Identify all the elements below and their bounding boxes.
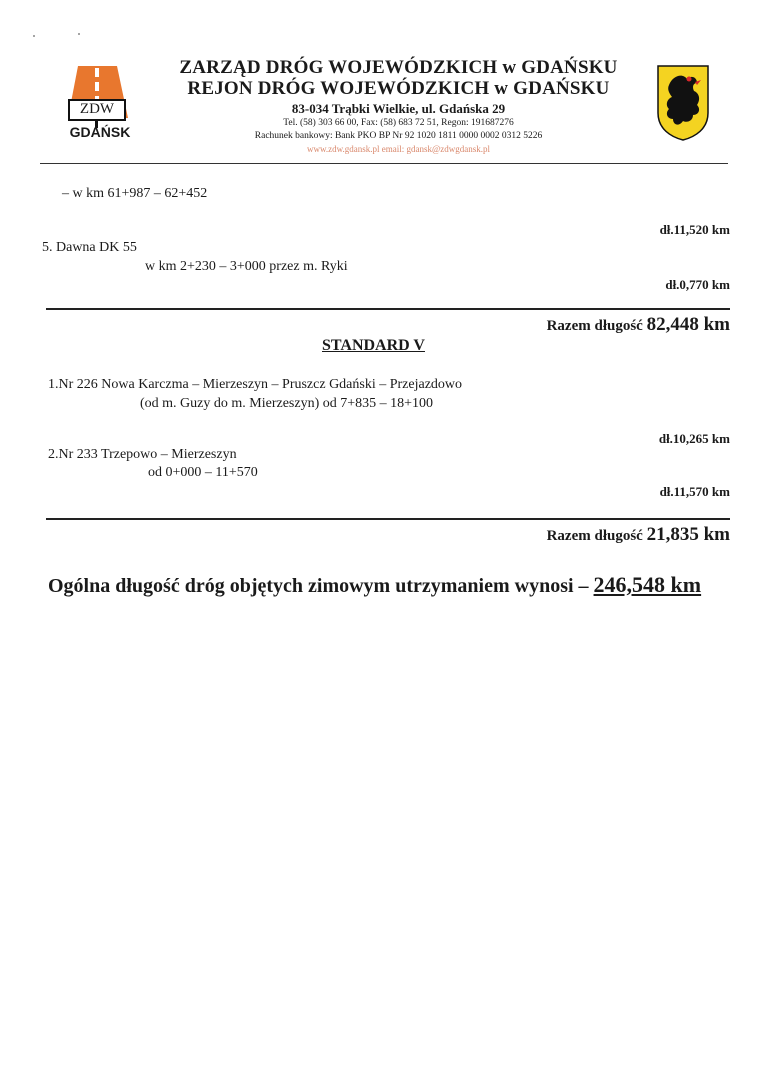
subtotal-std4 [400,314,730,336]
list-item-1-title: 1.Nr 226 Nowa Karczma – Mierzeszyn – Pruszcz Gdański – Przejazdowo [48,377,463,392]
header-title-2: REJON DRÓG WOJEWÓDZKICH w GDAŃSKU [187,78,610,99]
scan-speck [78,33,80,35]
length-value: dł.11,570 km [659,484,730,499]
section-divider [46,518,730,520]
header-title-1: ZARZĄD DRÓG WOJEWÓDZKICH w GDAŃSKU [179,57,618,78]
header-address: 83-034 Trąbki Wielkie, ul. Gdańska 29 [291,101,506,116]
header-bank: Rachunek bankowy: Bank PKO BP Nr 92 1020 1811 0000 0002 0312 5226 [254,131,543,141]
subtotal-value: 21,835 km [646,524,730,545]
subtotal-value: 82,448 km [646,314,730,335]
logo-caption: GDAŃSK [69,124,131,140]
list-item-2-range: od 0+000 – 11+570 [148,465,258,480]
subtotal-label: Razem długość [546,528,643,544]
list-item-2-title: 2.Nr 233 Trzepowo – Mierzeszyn [48,447,237,462]
list-item-km-range: – w km 61+987 – 62+452 [62,186,208,201]
scan-speck [33,35,35,37]
section-title-standard-v: STANDARD V [322,337,425,354]
logo-zdw-text: ZDW [79,101,115,117]
length-value: dł.11,520 km [659,222,730,237]
length-value: dł.10,265 km [658,431,730,446]
grand-total-value: 246,548 km [593,572,702,597]
section-divider [46,308,730,310]
header-divider [40,163,728,164]
header-web-email: www.zdw.gdansk.pl email: gdansk@zdwgdansk.pl [306,144,491,154]
subtotal-std5 [400,524,730,546]
list-item-5-range: w km 2+230 – 3+000 przez m. Ryki [145,259,348,274]
subtotal-label: Razem długość [546,318,643,334]
list-item-1-range: (od m. Guzy do m. Mierzeszyn) od 7+835 – 18+100 [140,396,434,411]
grand-total [48,572,701,598]
grand-total-label: Ogólna długość dróg objętych zimowym utrzymaniem wynosi – [48,575,589,597]
header-phones: Tel. (58) 303 66 00, Fax: (58) 683 72 51, Regon: 191687276 [283,118,514,128]
list-item-5-title: 5. Dawna DK 55 [42,240,137,255]
length-value: dł.0,770 km [665,277,730,292]
